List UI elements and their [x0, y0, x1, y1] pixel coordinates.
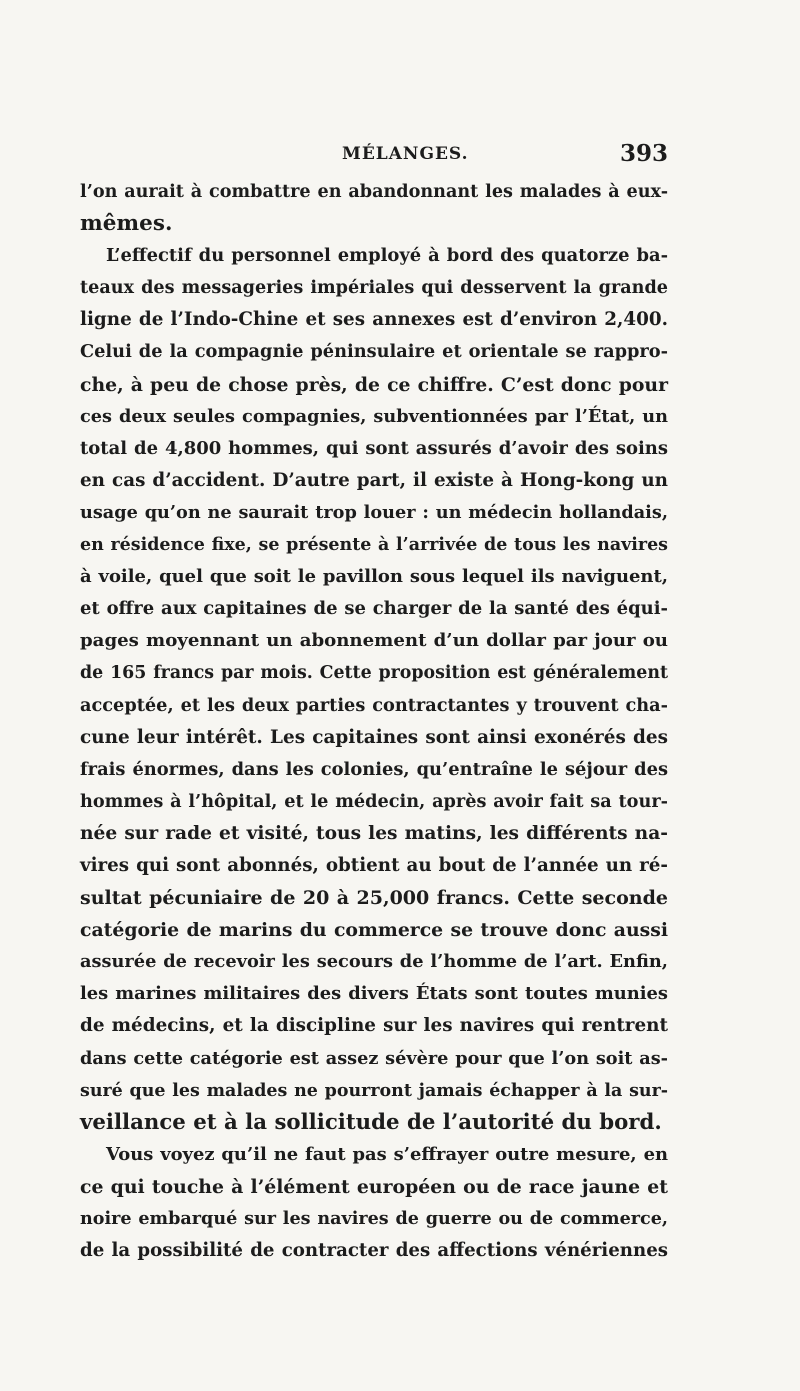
text-line: cune leur intérêt. Les capitaines sont ainsi exonérés des [80, 726, 668, 748]
text-line: che, à peu de chose près, de ce chiffre. C’est donc pour [80, 373, 668, 396]
text-line: de la possibilité de contracter des affections vénériennes [80, 1240, 668, 1262]
text-line: sultat pécuniaire de 20 à 25,000 francs. Cette seconde [80, 887, 668, 910]
running-title: MÉLANGES. [342, 144, 469, 164]
text-line: ligne de l’Indo-Chine et ses annexes est d’environ 2,400. [80, 309, 668, 331]
text-line: à voile, quel que soit le pavillon sous lequel ils naviguent, [80, 566, 668, 588]
text-line: née sur rade et visité, tous les matins, les différents na- [80, 822, 668, 844]
paragraph-first-line: Vous voyez qu’il ne faut pas s’effrayer outre mesure, en [106, 1143, 668, 1165]
text-line: ce qui touche à l’élément européen ou de race jaune et [80, 1175, 668, 1198]
page-number: 393 [619, 140, 668, 167]
text-line: frais énormes, dans les colonies, qu’entraîne le séjour des [80, 758, 668, 780]
text-line: pages moyennant un abonnement d’un dollar par jour ou [80, 630, 668, 652]
text-line: vires qui sont abonnés, obtient au bout de l’année un ré- [80, 854, 668, 876]
text-line: de 165 francs par mois. Cette proposition est généralement [80, 663, 668, 684]
text-line: mêmes. [80, 211, 173, 237]
text-line: de médecins, et la discipline sur les navires qui rentrent [80, 1015, 668, 1037]
text-line: teaux des messageries impériales qui desservent la grande [80, 277, 668, 299]
text-line: suré que les malades ne pourront jamais échapper à la sur- [80, 1080, 668, 1101]
text-line: noire embarqué sur les navires de guerre ou de commerce, [80, 1209, 668, 1229]
text-line: et offre aux capitaines de se charger de la santé des équi- [80, 598, 668, 620]
text-line: Celui de la compagnie péninsulaire et orientale se rappro- [80, 341, 668, 363]
text-line: catégorie de marins du commerce se trouve donc aussi [80, 919, 668, 942]
page-header [80, 140, 668, 170]
text-line: hommes à l’hôpital, et le médecin, après avoir fait sa tour- [80, 790, 668, 812]
text-line: dans cette catégorie est assez sévère pour que l’on soit as- [80, 1047, 668, 1069]
text-line: veillance et à la sollicitude de l’autorité du bord. [80, 1109, 662, 1135]
text-line: en résidence fixe, se présente à l’arrivée de tous les navires [80, 535, 668, 556]
body-text [80, 176, 668, 1267]
text-line: l’on aurait à combattre en abandonnant les malades à eux- [80, 181, 668, 202]
text-line: acceptée, et les deux parties contractantes y trouvent cha- [80, 694, 668, 716]
text-line: en cas d’accident. D’autre part, il existe à Hong-kong un [80, 469, 668, 491]
text-line: les marines militaires des divers États sont toutes munies [80, 983, 668, 1005]
paragraph-first-line: L’effectif du personnel employé à bord des quatorze ba- [106, 245, 668, 267]
text-line: assurée de recevoir les secours de l’homme de l’art. Enfin, [80, 951, 668, 973]
text-line: total de 4,800 hommes, qui sont assurés d’avoir des soins [80, 437, 668, 459]
text-line: usage qu’on ne saurait trop louer : un médecin hollandais, [80, 501, 668, 523]
text-line: ces deux seules compagnies, subventionnées par l’État, un [80, 405, 668, 427]
